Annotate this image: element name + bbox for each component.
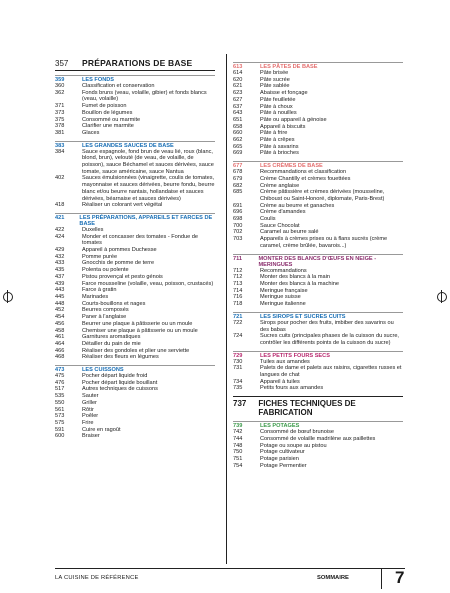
potages-section (233, 421, 403, 469)
toc-section (233, 312, 403, 347)
entry-page-number: 402 (55, 175, 65, 182)
entry-title: Poêler (82, 413, 99, 420)
toc-entry (55, 294, 215, 301)
entry-title: Appareil à tuiles (260, 378, 300, 385)
entry-page-number: 730 (233, 358, 243, 365)
entry-title: Farce à gratin (82, 287, 117, 294)
section-number: 739 (233, 423, 243, 430)
toc-entry (233, 90, 403, 97)
toc-entry (233, 209, 403, 216)
toc-entry (233, 183, 403, 190)
toc-entry (55, 321, 215, 328)
entry-page-number: 360 (55, 83, 65, 89)
registration-mark-left (3, 292, 13, 302)
entry-page-number: 751 (233, 455, 243, 462)
entry-page-number: 679 (233, 175, 243, 182)
toc-entry (233, 97, 403, 104)
toc-entry (55, 247, 215, 254)
entry-title: Potage cultivateur (260, 449, 305, 456)
entry-page-number: 724 (233, 333, 243, 340)
section-heading (233, 421, 403, 429)
entry-title: Pomme purée (82, 253, 118, 260)
entry-page-number: 691 (233, 202, 243, 209)
section-heading (55, 141, 215, 149)
toc-section (233, 62, 403, 157)
section-heading (233, 312, 403, 320)
toc-section (55, 141, 215, 209)
entry-title: Crème pâtissière et crèmes dérivées (mousseline, Chiboust ou Saint-Honoré, diplomate, Paris-Brest) (260, 189, 385, 202)
toc-entry (55, 110, 215, 117)
section-number: 421 (55, 214, 65, 221)
toc-entry (233, 463, 403, 470)
entry-title: Chemiser une plaque à pâtisserie ou un moule (82, 327, 198, 334)
entry-title: Monter des blancs à la main (260, 274, 330, 281)
entry-page-number: 742 (233, 429, 243, 436)
toc-entry (55, 301, 215, 308)
entry-title: Fonds bruns (veau, volaille, gibier) et fonds blancs (veau, volaille) (82, 89, 207, 103)
entry-page-number: 454 (55, 314, 65, 321)
toc-entry (233, 83, 403, 90)
entry-title: Meringue italienne (260, 301, 306, 308)
entry-page-number: 621 (233, 83, 243, 90)
toc-entry (233, 203, 403, 210)
toc-entry (233, 281, 403, 288)
toc-entry (233, 110, 403, 117)
toc-entry (233, 385, 403, 392)
entry-page-number: 437 (55, 273, 65, 280)
entry-page-number: 696 (233, 209, 243, 216)
entry-title: Monder et concasser des tomates - Fondue de tomates (82, 233, 198, 247)
entry-title: Bouillon de légumes (82, 109, 133, 116)
entry-page-number: 424 (55, 233, 65, 240)
entry-title: Sauces émulsionnées (vinaigrette, coulis de tomates, mayonnaise et sauces dérivées, beurre fondu, beurre blanc et/ou beurre nantais, hollandaise et sauces dérivées, béarnaise et sauces dérivées) (82, 175, 215, 202)
toc-entry (55, 281, 215, 288)
entry-page-number: 754 (233, 462, 243, 469)
toc-entry (55, 234, 215, 247)
toc-entry (233, 294, 403, 301)
entry-title: Abaisse et fonçage (260, 90, 308, 97)
entry-title: Polenta ou polente (82, 267, 129, 274)
left-column (55, 58, 215, 440)
toc-entry (233, 359, 403, 366)
toc-entry (233, 169, 403, 176)
entry-page-number: 714 (233, 287, 243, 294)
entry-page-number: 458 (55, 327, 65, 334)
toc-entry (55, 287, 215, 294)
left-sections (55, 75, 215, 440)
entry-page-number: 665 (233, 143, 243, 150)
toc-entry (55, 175, 215, 202)
toc-entry (55, 314, 215, 321)
entry-title: Pâte à frire (260, 130, 288, 137)
toc-entry (233, 449, 403, 456)
entry-title: Crème Chantilly et crèmes fouettées (260, 175, 351, 182)
toc-entry (233, 137, 403, 144)
section-heading (233, 161, 403, 169)
entry-title: Sirops pour pocher des fruits, imbiber des savarins ou des babas (260, 319, 394, 333)
fabrication-heading-title: FICHES TECHNIQUES DE FABRICATION (258, 399, 356, 418)
toc-entry (233, 70, 403, 77)
section-number: 359 (55, 77, 65, 83)
entry-title: Pâte à choux (260, 103, 293, 110)
footer-divider (381, 569, 382, 589)
section-title: LES CUISSONS (82, 367, 124, 374)
main-heading-title: PRÉPARATIONS DE BASE (82, 58, 193, 68)
entry-page-number: 418 (55, 202, 65, 209)
toc-section (55, 213, 215, 361)
toc-entry (55, 123, 215, 130)
toc-entry (55, 400, 215, 407)
toc-section (233, 254, 403, 308)
entry-title: Paner à l'anglaise (82, 314, 127, 321)
entry-page-number: 422 (55, 226, 65, 233)
entry-page-number: 452 (55, 307, 65, 314)
entry-title: Autres techniques de cuissons (82, 386, 158, 393)
entry-page-number: 535 (55, 393, 65, 400)
entry-title: Coulis (260, 216, 276, 223)
entry-title: Potage ou soupe au pistou (260, 442, 327, 449)
toc-entry (233, 301, 403, 308)
entry-title: Palets de dame et palets aux raisins, cigarettes russes et langues de chat (260, 365, 402, 379)
page-footer (55, 568, 405, 589)
toc-entry (55, 413, 215, 420)
registration-mark-right (437, 292, 447, 302)
entry-page-number: 573 (55, 413, 65, 420)
section-title: LES CRÈMES DE BASE (260, 163, 323, 170)
entry-title: Consommé de bœuf brunoise (260, 429, 334, 436)
entry-title: Pâte sucrée (260, 76, 290, 83)
entry-title: Pâte sablée (260, 83, 290, 90)
entry-page-number: 439 (55, 280, 65, 287)
section-title: LES SIROPS ET SUCRES CUITS (260, 313, 346, 320)
entry-page-number: 734 (233, 378, 243, 385)
entry-title: Crème au beurre et ganaches (260, 202, 335, 209)
entry-title: Recommandations et classification (260, 169, 347, 176)
entry-page-number: 517 (55, 386, 65, 393)
toc-entry (55, 373, 215, 380)
entry-title: Pâte à crêpes (260, 137, 295, 144)
section-title: LES PETITS FOURS SECS (260, 352, 330, 359)
entry-page-number: 698 (233, 216, 243, 223)
entry-title: Courts-bouillons et nages (82, 300, 146, 307)
section-title: LES PRÉPARATIONS, APPAREILS ET FARCES DE BASE (79, 214, 213, 227)
section-number: 613 (233, 64, 243, 70)
toc-entry (55, 386, 215, 393)
section-number: 729 (233, 352, 243, 359)
entry-title: Sauter (82, 393, 99, 400)
entry-title: Pâte ou appareil à génoise (260, 116, 327, 123)
entry-title: Pâte à brioches (260, 150, 299, 157)
fabrication-heading (233, 396, 403, 417)
toc-entry (55, 254, 215, 261)
entry-page-number: 712 (233, 274, 243, 281)
section-title: LES GRANDES SAUCES DE BASE (82, 142, 174, 149)
entry-title: Crème d'amandes (260, 209, 306, 216)
entry-page-number: 660 (233, 130, 243, 137)
toc-entry (55, 420, 215, 427)
toc-entry (55, 427, 215, 434)
toc-entry (233, 333, 403, 346)
entry-page-number: 461 (55, 334, 65, 341)
entry-title: Classification et conservation (82, 83, 155, 89)
entry-page-number: 614 (233, 70, 243, 76)
section-title: LES PÂTES DE BASE (260, 64, 318, 70)
toc-entry (55, 407, 215, 414)
entry-page-number: 371 (55, 103, 65, 110)
toc-entry (55, 260, 215, 267)
entry-title: Pâte à savarins (260, 143, 299, 150)
toc-section (233, 161, 403, 249)
entry-page-number: 682 (233, 182, 243, 189)
entry-page-number: 433 (55, 260, 65, 267)
toc-entry (233, 429, 403, 436)
entry-page-number: 429 (55, 247, 65, 254)
entry-title: Beurrer une plaque à pâtisserie ou un moule (82, 320, 193, 327)
entry-page-number: 722 (233, 319, 243, 326)
entry-page-number: 658 (233, 123, 243, 130)
entry-title: Réaliser des fleurs en légumes (82, 354, 159, 361)
entry-title: Consommé ou marmite (82, 116, 141, 123)
entry-page-number: 643 (233, 110, 243, 117)
entry-page-number: 476 (55, 379, 65, 386)
entry-title: Sauce Chocolat (260, 222, 300, 229)
entry-page-number: 713 (233, 280, 243, 287)
toc-entry (233, 365, 403, 378)
entry-title: Duxelles (82, 226, 104, 233)
fabrication-heading-number: 737 (233, 399, 247, 409)
entry-page-number: 731 (233, 365, 243, 372)
entry-page-number: 651 (233, 116, 243, 123)
entry-page-number: 448 (55, 300, 65, 307)
entry-title: Réaliser un colorant vert végétal (82, 202, 163, 209)
main-heading-number: 357 (55, 59, 69, 68)
entry-title: Détailler du pain de mie (82, 340, 141, 347)
toc-entry (55, 433, 215, 440)
entry-page-number: 475 (55, 373, 65, 380)
entry-title: Petits fours aux amandes (260, 385, 324, 392)
entry-title: Braiser (82, 433, 100, 440)
toc-entry (55, 90, 215, 103)
toc-entry (233, 274, 403, 281)
toc-entry (233, 104, 403, 111)
entry-title: Gnocchis de pomme de terre (82, 260, 155, 267)
entry-title: Marinades (82, 293, 109, 300)
toc-entry (233, 130, 403, 137)
toc-section (233, 351, 403, 393)
toc-entry (233, 443, 403, 450)
right-column (233, 58, 403, 469)
toc-entry (55, 393, 215, 400)
entry-title: Potage parisien (260, 455, 299, 462)
toc-entry (55, 348, 215, 355)
entry-page-number: 735 (233, 385, 243, 392)
entry-title: Farce mousseline (volaille, veau, poisson, crustacés) (82, 280, 214, 287)
entry-title: Tuiles aux amandes (260, 358, 310, 365)
entry-title: Pâte feuilletée (260, 96, 296, 103)
toc-section (55, 75, 215, 137)
toc-entry (233, 379, 403, 386)
entry-page-number: 685 (233, 189, 243, 196)
toc-entry (55, 117, 215, 124)
entry-page-number: 378 (55, 123, 65, 130)
entry-page-number: 591 (55, 426, 65, 433)
entry-title: Pistou provençal et pesto génois (82, 273, 163, 280)
toc-entry (233, 229, 403, 236)
toc-entry (55, 334, 215, 341)
entry-page-number: 575 (55, 419, 65, 426)
book-title: LA CUISINE DE RÉFÉRENCE (55, 575, 139, 581)
entry-page-number: 620 (233, 76, 243, 83)
section-number: 383 (55, 142, 65, 149)
toc-entry (233, 456, 403, 463)
section-heading (233, 254, 403, 268)
toc-entry (55, 267, 215, 274)
toc-entry (233, 236, 403, 249)
entry-page-number: 561 (55, 406, 65, 413)
entry-title: Garnitures aromatiques (82, 334, 141, 341)
page-number: 7 (395, 568, 405, 587)
section-heading (55, 365, 215, 373)
toc-entry (55, 341, 215, 348)
toc-entry (55, 202, 215, 209)
column-divider (226, 54, 227, 564)
toc-entry (233, 288, 403, 295)
entry-page-number: 550 (55, 399, 65, 406)
entry-page-number: 678 (233, 169, 243, 176)
section-heading (233, 62, 403, 70)
entry-page-number: 600 (55, 433, 65, 440)
entry-title: Griller (82, 399, 97, 406)
entry-page-number: 464 (55, 340, 65, 347)
entry-title: Crème anglaise (260, 182, 300, 189)
section-name: SOMMAIRE (317, 575, 349, 581)
toc-entry (55, 83, 215, 90)
toc-section (55, 365, 215, 440)
entry-page-number: 432 (55, 253, 65, 260)
section-title: LES FONDS (82, 77, 115, 83)
entry-title: Clarifier une marmite (82, 123, 134, 130)
entry-title: Recommandations (260, 267, 307, 274)
entry-page-number: 456 (55, 320, 65, 327)
entry-title: Beurres composés (82, 307, 129, 314)
entry-title: Pocher départ liquide bouillant (82, 379, 158, 386)
entry-page-number: 744 (233, 435, 243, 442)
entry-title: Fumet de poisson (82, 103, 127, 110)
section-number: 473 (55, 367, 65, 374)
toc-entry (233, 320, 403, 333)
entry-title: Frire (82, 419, 94, 426)
entry-page-number: 718 (233, 301, 243, 308)
toc-section (233, 421, 403, 469)
toc-entry (233, 268, 403, 275)
toc-entry (233, 77, 403, 84)
entry-title: Meringue suisse (260, 294, 301, 301)
entry-page-number: 468 (55, 354, 65, 361)
entry-page-number: 466 (55, 347, 65, 354)
toc-entry (233, 189, 403, 202)
entry-title: Appareil à biscuits (260, 123, 306, 130)
entry-page-number: 384 (55, 148, 65, 155)
entry-page-number: 623 (233, 90, 243, 97)
section-number: 721 (233, 313, 243, 320)
entry-title: Sucres cuits (principales phases de la cuisson du sucre, contrôler les différents points de la cuisson du sucre) (260, 333, 399, 346)
entry-page-number: 375 (55, 116, 65, 123)
toc-entry (233, 436, 403, 443)
entry-page-number: 362 (55, 89, 65, 96)
entry-page-number: 373 (55, 109, 65, 116)
entry-title: Consommé de volaille madrilène aux paillettes (260, 435, 376, 442)
entry-page-number: 435 (55, 267, 65, 274)
entry-page-number: 702 (233, 229, 243, 236)
toc-entry (55, 354, 215, 361)
entry-page-number: 637 (233, 103, 243, 110)
toc-entry (233, 144, 403, 151)
section-title: MONTER DES BLANCS D'ŒUFS EN NEIGE - MERINGUES (258, 255, 377, 268)
entry-title: Sauce espagnole, fond brun de veau lié, roux (blanc, blond, brun), velouté (de veau, de volaille, de poisson), sauce Béchamel et sauces dérivées, sauce tomate, sauce américaine, sauce Nantua (82, 148, 214, 175)
entry-title: Appareils à crèmes prises ou à flans sucrés (crème caramel, crème brûlée, bavarois...) (260, 236, 388, 249)
entry-title: Meringue française (260, 287, 308, 294)
toc-entry (55, 328, 215, 335)
entry-title: Monter des blancs à la machine (260, 280, 339, 287)
section-heading (55, 213, 215, 227)
toc-entry (233, 176, 403, 183)
entry-title: Rôtir (82, 406, 94, 413)
toc-entry (55, 274, 215, 281)
entry-title: Caramel au beurre salé (260, 229, 319, 236)
entry-title: Glaces (82, 129, 100, 136)
entry-page-number: 748 (233, 442, 243, 449)
section-number: 711 (233, 255, 243, 262)
toc-entry (55, 380, 215, 387)
entry-title: Cuire en ragoût (82, 426, 121, 433)
toc-entry (55, 130, 215, 137)
entry-title: Réaliser des gondoles et plier une serviette (82, 347, 190, 354)
entry-page-number: 662 (233, 137, 243, 144)
toc-entry (233, 117, 403, 124)
toc-entry (55, 307, 215, 314)
entry-page-number: 750 (233, 449, 243, 456)
toc-entry (233, 124, 403, 131)
section-heading (55, 75, 215, 83)
entry-title: Appareil à pommes Duchesse (82, 247, 157, 254)
entry-title: Pâte brisée (260, 70, 289, 76)
entry-page-number: 445 (55, 293, 65, 300)
toc-entry (233, 216, 403, 223)
section-title: LES POTAGES (260, 423, 300, 430)
section-number: 677 (233, 163, 243, 170)
toc-entry (233, 150, 403, 157)
entry-title: Potage Permentier (260, 462, 307, 469)
entry-title: Pâte à nouilles (260, 110, 297, 117)
toc-entry (55, 227, 215, 234)
entry-page-number: 443 (55, 287, 65, 294)
entry-page-number: 669 (233, 150, 243, 157)
right-sections (233, 62, 403, 392)
entry-page-number: 627 (233, 96, 243, 103)
entry-page-number: 712 (233, 267, 243, 274)
entry-title: Pocher départ liquide froid (82, 373, 148, 380)
entry-page-number: 703 (233, 236, 243, 243)
section-heading (233, 351, 403, 359)
entry-page-number: 716 (233, 294, 243, 301)
toc-entry (55, 149, 215, 176)
main-heading (55, 58, 215, 71)
toc-entry (233, 223, 403, 230)
entry-page-number: 381 (55, 129, 65, 136)
entry-page-number: 700 (233, 222, 243, 229)
toc-entry (55, 103, 215, 110)
